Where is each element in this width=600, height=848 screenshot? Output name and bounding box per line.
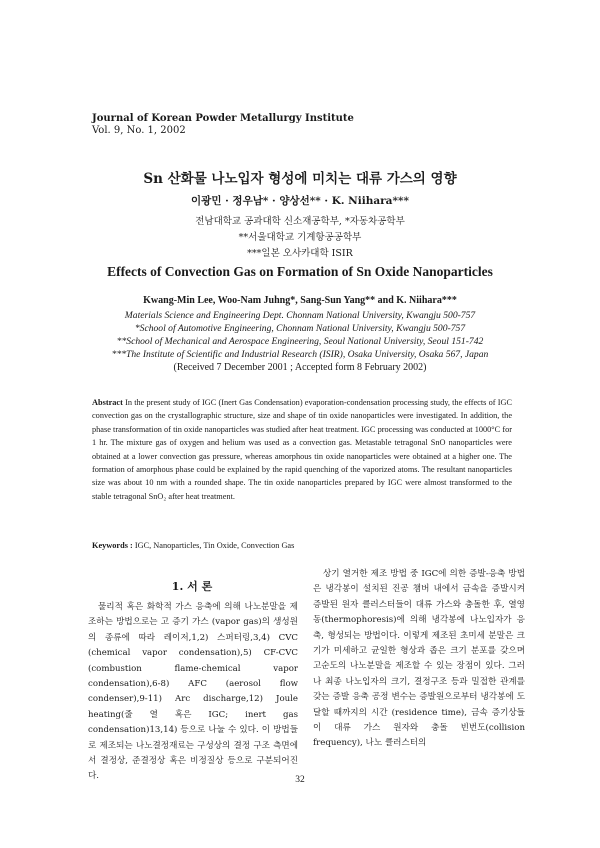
korean-affiliation: 전남대학교 공과대학 신소재공학부, *자동차공학부: [195, 216, 405, 227]
english-affiliation: Materials Science and Engineering Dept. Chonnam National University, Kwangju 500-757: [124, 310, 476, 321]
journal-name: Journal of Korean Powder Metallurgy Institute: [92, 113, 354, 124]
english-affiliation: *School of Automotive Engineering, Chonnam National University, Kwangju 500-757: [134, 323, 466, 334]
korean-title: Sn 산화물 나노입자 형성에 미치는 대류 가스의 영향: [143, 171, 457, 187]
english-affiliation: **School of Mechanical and Aerospace Engineering, Seoul National University, Seoul 151-742: [116, 336, 484, 347]
journal-volume: Vol. 9, No. 1, 2002: [92, 125, 186, 136]
korean-authors: 이광민 · 정우남* · 양상선** · K. Niihara***: [191, 195, 409, 207]
page-number: 32: [295, 775, 305, 785]
korean-affiliation: ***일본 오사카대학 ISIR: [247, 248, 353, 259]
body-column-right: 상기 열거한 제조 방법 중 IGC에 의한 증발-응축 방법은 냉각봉이 설치된 진공 챔버 내에서 금속을 증발시켜 증발된 원자 클러스터들이 대류 가스와 충돌한 후, 열영동(thermophoresis)에 의해 냉각봉에 나노입자가 응축, 형성되는 방법이다. 이렇게 제조된 초미세 분말은 크기가 미세하고 균일한 형상과 좁은 크기 분포를 갖으며 고순도의 나노분말을 제조할 수 있는 장점이 있다. 그러나 최종 나노입자의 크기, 결정구조 등과 밀접한 관계를 갖는 증발 응축 공정 변수는 증발원으로부터 냉각봉에 도달할 때까지의 시간 (residence time), 금속 증기상들이 대류 가스 원자와 충돌 빈번도(collision frequency), 나노 클러스터의: [313, 569, 525, 749]
keywords-text: IGC, Nanoparticles, Tin Oxide, Convection Gas: [134, 541, 295, 550]
korean-affiliation: **서울대학교 기계항공공학부: [238, 232, 362, 243]
abstract: [92, 396, 512, 503]
english-title: Effects of Convection Gas on Formation of Sn Oxide Nanoparticles: [107, 264, 493, 279]
body-column-left: 물리적 혹은 화학적 가스 응축에 의해 나노분말을 제조하는 방법으로는 고 증기 가스 (vapor gas)의 생성원의 종류에 따라 레이저,1,2) 스퍼터링,3,4) CVC (chemical vapor condensation),5) CF-CVC (combustion flame-chemical vapor condensation),6-8) AFC (aerosol flow condenser),9-11) Arc discharge,12) Joule heating(줄 열 혹은 IGC; inert gas condensation)13,14) 등으로 나눌 수 있다. 이 방법들로 제조되는 나노결정재료는 구성상의 결정 구조 측면에서 결정상, 준결정상 혹은 비정질상 등으로 구분되어진다.: [88, 602, 298, 782]
keywords: [92, 541, 512, 550]
journal-header: [92, 113, 354, 137]
english-authors: Kwang-Min Lee, Woo-Nam Juhng*, Sang-Sun Yang** and K. Niihara***: [143, 295, 457, 306]
keywords-label: Keywords :: [92, 541, 133, 550]
received-dates: (Received 7 December 2001 ; Accepted form 8 February 2002): [173, 362, 427, 373]
abstract-label: Abstract: [92, 398, 123, 407]
english-affiliation: ***The Institute of Scientific and Industrial Research (ISIR), Osaka University, Osaka 567, Japan: [111, 349, 489, 360]
section-heading: 1. 서 론: [171, 580, 213, 593]
abstract-text: In the present study of IGC (Inert Gas Condensation) evaporation-condensation processing study, the effects of IGC convection gas on the crystallographic structure, size and shape of tin oxide nanoparticles were investigated. In addition, the phase transformation of tin oxide nanoparticles was studied after heat treatment. IGC processing was conducted at 1000°C for 1 hr. The mixture gas of oxygen and helium was used as a convection gas. Metastable tetragonal SnO nanoparticles were obtained at a lower convection gas pressure, whereas amorphous tin oxide nanoparticles were obtained at a higher one. The formation of amorphous phase could be explained by the rapid quenching of the vaporized atoms. The resultant nanoparticles size was about 10 nm with a rounded shape. The tin oxide nanoparticles prepared by IGC were almost transformed to the stable tetragonal SnO₂ after heat treatment.: [92, 398, 512, 501]
